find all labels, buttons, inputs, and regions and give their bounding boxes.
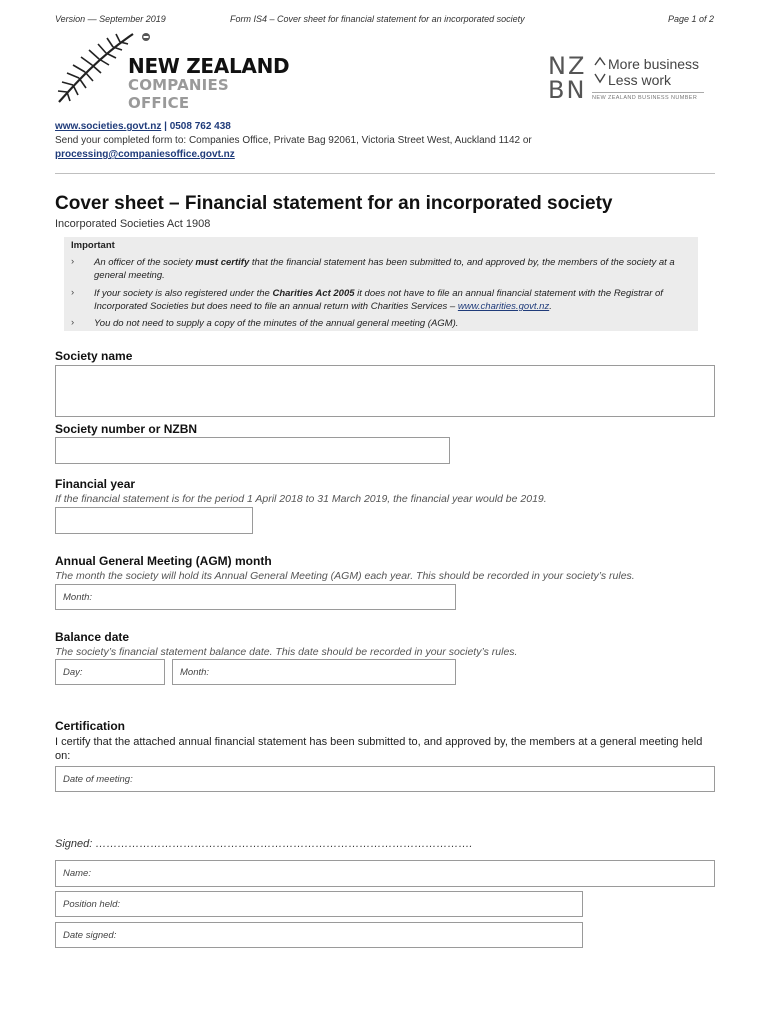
nzbn-divider bbox=[592, 92, 704, 93]
important-bullet-1 bbox=[94, 256, 689, 282]
nzbn-logo bbox=[548, 52, 718, 105]
balance-month-placeholder: Month: bbox=[180, 667, 210, 678]
email-link[interactable]: processing@companiesoffice.govt.nz bbox=[55, 149, 235, 160]
balance-day-field[interactable] bbox=[55, 659, 165, 685]
b2-text-mid: it does not have to file an annual financial statement with the Registrar of Incorporated Societies but does need to file an annual return with Charities Services – bbox=[94, 288, 663, 312]
nzbn-tagline-less: Less work bbox=[608, 72, 672, 88]
bullet-glyph: › bbox=[71, 287, 75, 298]
date-signed-placeholder: Date signed: bbox=[63, 930, 117, 941]
position-held-placeholder: Position held: bbox=[63, 899, 121, 910]
version-label: Version — September 2019 bbox=[55, 14, 166, 24]
agm-month-placeholder: Month: bbox=[63, 592, 93, 603]
date-signed-field[interactable] bbox=[55, 922, 583, 948]
logo-line-new-zealand: NEW ZEALAND bbox=[128, 54, 290, 78]
signed-line[interactable]: Signed: …………………………………………………………………………………………. bbox=[55, 838, 473, 850]
nzbn-letters-bottom: BN bbox=[548, 76, 587, 104]
website-link[interactable]: www.societies.govt.nz bbox=[55, 121, 162, 132]
silver-fern-icon bbox=[55, 32, 135, 104]
name-placeholder: Name: bbox=[63, 868, 91, 879]
financial-year-help: If the financial statement is for the period 1 April 2018 to 31 March 2019, the financial year would be 2019. bbox=[55, 493, 547, 505]
b1-text-pre: An officer of the society bbox=[94, 257, 196, 268]
important-bullet-2 bbox=[94, 287, 689, 313]
send-form-text: Send your completed form to: Companies Office, Private Bag 92061, Victoria Street West, Auckland 1142 or bbox=[55, 135, 532, 146]
companies-office-logo bbox=[55, 32, 295, 112]
date-of-meeting-field[interactable] bbox=[55, 766, 715, 792]
balance-month-field[interactable] bbox=[172, 659, 456, 685]
society-number-label: Society number or NZBN bbox=[55, 422, 198, 436]
important-notice-box bbox=[64, 237, 698, 331]
document-subtitle: Incorporated Societies Act 1908 bbox=[55, 218, 211, 230]
crest-icon bbox=[141, 32, 151, 42]
document-title: Cover sheet – Financial statement for an incorporated society bbox=[55, 193, 613, 214]
up-down-chevron-icon bbox=[593, 55, 607, 87]
name-field[interactable] bbox=[55, 860, 715, 887]
society-name-field[interactable] bbox=[55, 365, 715, 417]
b1-text-post: that the financial statement has been submitted to, and approved by, the members of the society at a general meeting. bbox=[94, 257, 675, 281]
nzbn-letters-top: NZ bbox=[548, 52, 587, 80]
important-bullet-3: You do not need to supply a copy of the minutes of the annual general meeting (AGM). bbox=[94, 318, 459, 329]
certification-text: I certify that the attached annual financial statement has been submitted to, and approved by, the members at a general meeting held on: bbox=[55, 736, 703, 762]
header-divider bbox=[55, 173, 715, 174]
nzbn-subtitle: NEW ZEALAND BUSINESS NUMBER bbox=[592, 95, 698, 101]
contact-block bbox=[55, 120, 735, 162]
page-number: Page 1 of 2 bbox=[668, 14, 715, 24]
charities-link[interactable]: www.charities.govt.nz bbox=[457, 301, 550, 312]
agm-month-help: The month the society will hold its Annual General Meeting (AGM) each year. This should be recorded in your society’s rules. bbox=[55, 570, 635, 582]
phone-number: 0508 762 438 bbox=[169, 121, 231, 132]
balance-day-placeholder: Day: bbox=[63, 667, 83, 678]
b2-text-bold: Charities Act 2005 bbox=[272, 288, 355, 299]
society-number-field[interactable] bbox=[55, 437, 450, 464]
financial-year-label: Financial year bbox=[55, 477, 136, 491]
date-of-meeting-placeholder: Date of meeting: bbox=[63, 774, 133, 785]
b2-text-post: . bbox=[549, 301, 552, 312]
nzbn-tagline-more: More business bbox=[608, 56, 700, 72]
certification-label: Certification bbox=[55, 719, 126, 733]
position-held-field[interactable] bbox=[55, 891, 583, 917]
agm-month-label: Annual General Meeting (AGM) month bbox=[55, 554, 272, 568]
b1-text-bold: must certify bbox=[195, 257, 250, 268]
balance-date-help: The society’s financial statement balance date. This date should be recorded in your society’s rules. bbox=[55, 646, 518, 658]
form-title-header: Form IS4 – Cover sheet for financial statement for an incorporated society bbox=[230, 14, 525, 24]
balance-date-label: Balance date bbox=[55, 630, 130, 644]
bullet-glyph: › bbox=[71, 256, 75, 267]
bullet-glyph: › bbox=[71, 317, 75, 328]
important-heading: Important bbox=[71, 240, 115, 251]
contact-separator: | bbox=[161, 121, 170, 132]
society-name-label: Society name bbox=[55, 349, 133, 363]
b2-text-pre: If your society is also registered under the bbox=[94, 288, 273, 299]
logo-line-companies-office: COMPANIES OFFICE bbox=[128, 76, 229, 112]
agm-month-field[interactable] bbox=[55, 584, 456, 610]
financial-year-field[interactable] bbox=[55, 507, 253, 534]
